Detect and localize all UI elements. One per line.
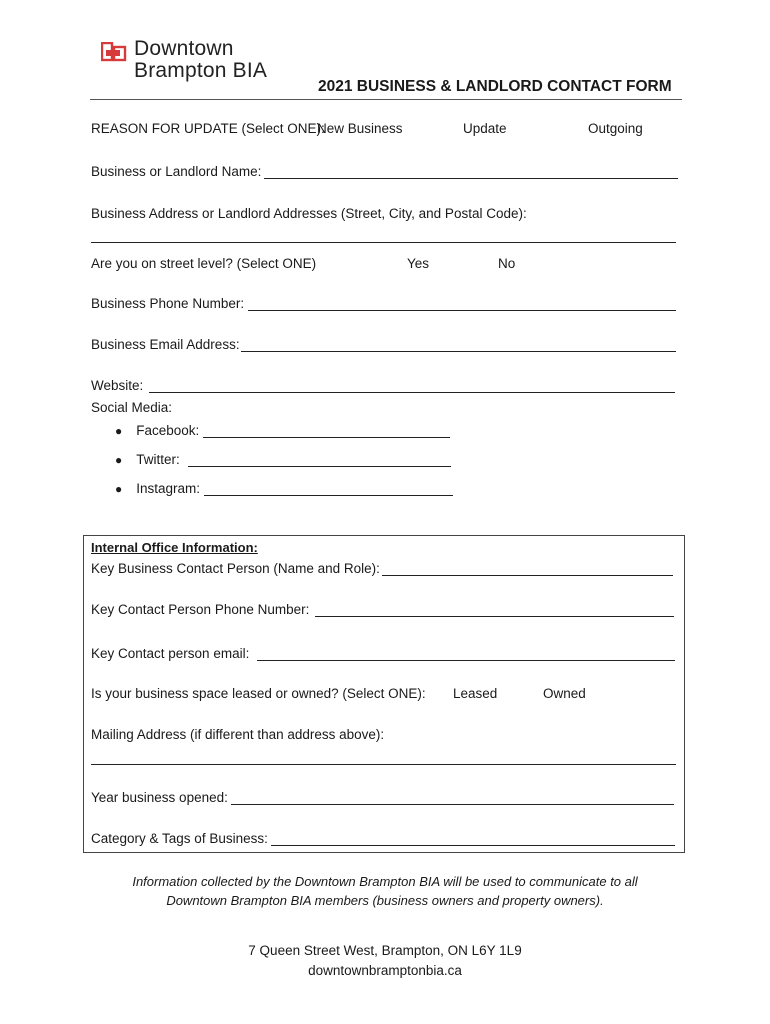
social-media-label: Social Media: [91,400,173,415]
logo [101,38,267,82]
bullet-icon: ● [115,482,123,496]
key-contact-phone-field[interactable] [315,616,674,617]
key-contact-label: Key Business Contact Person (Name and Role): [91,561,380,576]
reason-option-outgoing[interactable]: Outgoing [588,121,643,136]
bullet-icon: ● [115,424,123,438]
footer [0,941,770,981]
key-contact-phone-label: Key Contact Person Phone Number: [91,602,310,617]
twitter-row [115,452,180,467]
street-level-label: Are you on street level? (Select ONE) [91,256,317,271]
privacy-notice-line-2: Downtown Brampton BIA members (business owners and property owners). [166,893,604,908]
key-contact-email-field[interactable] [257,660,675,661]
key-contact-email-label: Key Contact person email: [91,646,250,661]
leased-owned-label: Is your business space leased or owned? (Select ONE): [91,686,426,701]
key-contact-field[interactable] [382,575,673,576]
instagram-label: Instagram: [136,481,201,496]
privacy-notice-line-1: Information collected by the Downtown Brampton BIA will be used to communicate to all [132,874,638,889]
logo-line-2: Brampton BIA [134,59,268,82]
website-field[interactable] [149,392,675,393]
bullet-icon: ● [115,453,123,467]
footer-website[interactable]: downtownbramptonbia.ca [308,963,462,978]
category-tags-label: Category & Tags of Business: [91,831,268,846]
email-field[interactable] [241,351,676,352]
phone-label: Business Phone Number: [91,296,245,311]
logo-line-1: Downtown [134,37,234,60]
reason-option-new-business[interactable]: New Business [317,121,403,136]
internal-office-title: Internal Office Information: [91,540,258,555]
reason-option-update[interactable]: Update [463,121,507,136]
bia-logo-icon [101,42,127,62]
reason-label: REASON FOR UPDATE (Select ONE): [91,121,325,136]
facebook-field[interactable] [203,437,450,438]
name-field[interactable] [264,178,678,179]
year-opened-field[interactable] [231,804,674,805]
website-label: Website: [91,378,144,393]
owned-option[interactable]: Owned [543,686,586,701]
header-divider [90,99,682,100]
mailing-address-label: Mailing Address (if different than address above): [91,727,385,742]
instagram-row [115,481,200,496]
footer-address: 7 Queen Street West, Brampton, ON L6Y 1L9 [248,943,522,958]
twitter-label: Twitter: [136,452,180,467]
street-level-yes[interactable]: Yes [407,256,430,271]
facebook-row [115,423,199,438]
street-level-no[interactable]: No [498,256,516,271]
privacy-notice [0,872,770,910]
address-field[interactable] [91,242,676,243]
facebook-label: Facebook: [136,423,200,438]
email-label: Business Email Address: [91,337,240,352]
name-label: Business or Landlord Name: [91,164,262,179]
instagram-field[interactable] [204,495,453,496]
address-label: Business Address or Landlord Addresses (Street, City, and Postal Code): [91,206,527,221]
category-tags-field[interactable] [271,845,675,846]
leased-option[interactable]: Leased [453,686,498,701]
phone-field[interactable] [248,310,676,311]
form-title: 2021 BUSINESS & LANDLORD CONTACT FORM [318,78,672,95]
mailing-address-field[interactable] [91,764,676,765]
year-opened-label: Year business opened: [91,790,228,805]
twitter-field[interactable] [188,466,451,467]
